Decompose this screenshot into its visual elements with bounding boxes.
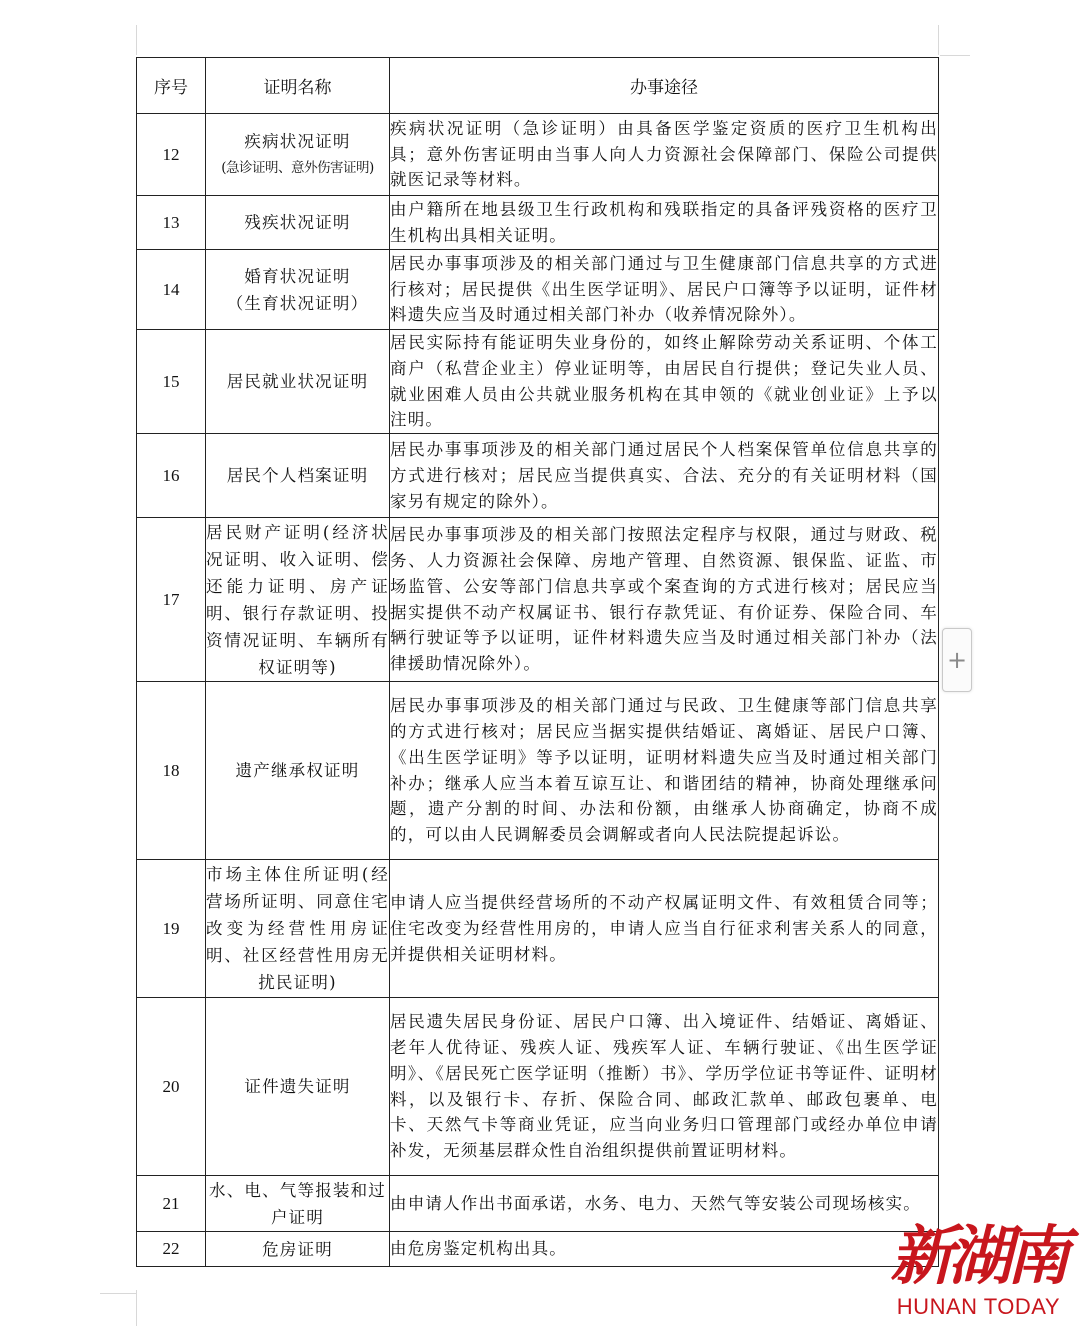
row-path: 由户籍所在地县级卫生行政机构和残联指定的具备评残资格的医疗卫生机构出具相关证明。 <box>390 196 939 250</box>
table-row <box>137 1232 939 1267</box>
row-name-text: 婚育状况证明 <box>244 266 351 286</box>
row-name <box>206 114 390 196</box>
row-path: 居民实际持有能证明失业身份的，如终止解除劳动关系证明、个体工商户（私营企业主）停业证明等，由居民自行提供；登记失业人员、就业困难人员由公共就业服务机构在其申领的《就业创业证》上予以注明。 <box>390 330 939 434</box>
row-name: 居民财产证明(经济状况证明、收入证明、偿还能力证明、房产证明、银行存款证明、投资情况证明、车辆所有权证明等) <box>206 518 390 682</box>
plus-icon: + <box>946 646 968 674</box>
row-seq: 13 <box>137 196 206 250</box>
row-seq: 22 <box>137 1232 206 1267</box>
row-name: 遗产继承权证明 <box>206 682 390 860</box>
logo-english-name: HUNAN TODAY <box>896 1294 1060 1319</box>
row-name: 居民个人档案证明 <box>206 434 390 518</box>
page-corner-mark <box>940 55 970 56</box>
table-row <box>137 114 939 196</box>
table-row <box>137 330 939 434</box>
row-path: 居民办事事项涉及的相关部门通过居民个人档案保管单位信息共享的方式进行核对；居民应当提供真实、合法、充分的有关证明材料（国家另有规定的除外）。 <box>390 434 939 518</box>
table-row <box>137 1176 939 1232</box>
row-name: 危房证明 <box>206 1232 390 1267</box>
row-name: 残疾状况证明 <box>206 196 390 250</box>
row-seq: 21 <box>137 1176 206 1232</box>
row-name <box>206 250 390 330</box>
page-corner-mark <box>100 1293 136 1294</box>
add-row-button[interactable] <box>942 628 972 692</box>
row-path: 疾病状况证明（急诊证明）由具备医学鉴定资质的医疗卫生机构出具；意外伤害证明由当事人向人力资源社会保障部门、保险公司提供就医记录等材料。 <box>390 114 939 196</box>
table-row <box>137 998 939 1176</box>
header-path: 办事途径 <box>390 58 939 114</box>
row-path: 申请人应当提供经营场所的不动产权属证明文件、有效租赁合同等；住宅改变为经营性用房的，申请人应当自行征求利害关系人的同意，并提供相关证明材料。 <box>390 860 939 998</box>
table-row <box>137 434 939 518</box>
table-row <box>137 250 939 330</box>
header-name: 证明名称 <box>206 58 390 114</box>
watermark-logo <box>880 1205 1070 1320</box>
row-name: 居民就业状况证明 <box>206 330 390 434</box>
table-row <box>137 196 939 250</box>
row-seq: 12 <box>137 114 206 196</box>
row-name: 市场主体住所证明(经营场所证明、同意住宅改变为经营性用房证明、社区经营性用房无扰民证明) <box>206 860 390 998</box>
row-path: 居民办事事项涉及的相关部门按照法定程序与权限，通过与财政、税务、人力资源社会保障、房地产管理、自然资源、银保监、证监、市场监管、公安等部门信息共享或个案查询的方式进行核对；居民应当据实提供不动产权属证书、银行存款凭证、有价证券、保险合同、车辆行驶证等予以证明，证件材料遗失应当及时通过相关部门补办（法律援助情况除外）。 <box>390 518 939 682</box>
row-name: 证件遗失证明 <box>206 998 390 1176</box>
page-corner-mark <box>136 25 137 55</box>
row-path: 由危房鉴定机构出具。 <box>390 1232 939 1267</box>
row-seq: 18 <box>137 682 206 860</box>
page-corner-mark <box>938 25 939 55</box>
row-path: 居民遗失居民身份证、居民户口簿、出入境证件、结婚证、离婚证、老年人优待证、残疾人证、残疾军人证、车辆行驶证、《出生医学证明》、《居民死亡医学证明（推断）书》、学历学位证书等证件、证明材料，以及银行卡、存折、保险合同、邮政汇款单、邮政包裹单、电卡、天然气卡等商业凭证，应当向业务归口管理部门或经办单位申请补发，无须基层群众性自治组织提供前置证明材料。 <box>390 998 939 1176</box>
row-seq: 14 <box>137 250 206 330</box>
row-name: 水、电、气等报装和过户证明 <box>206 1176 390 1232</box>
table-row <box>137 682 939 860</box>
row-name-note: (急诊证明、意外伤害证明) <box>221 159 374 176</box>
certificate-table <box>136 57 939 1267</box>
row-path: 由申请人作出书面承诺，水务、电力、天然气等安装公司现场核实。 <box>390 1176 939 1232</box>
row-path: 居民办事事项涉及的相关部门通过与卫生健康部门信息共享的方式进行核对；居民提供《出生医学证明》、居民户口簿等予以证明，证件材料遗失应当及时通过相关部门补办（收养情况除外）。 <box>390 250 939 330</box>
row-name-text: 疾病状况证明 <box>244 131 351 151</box>
row-path: 居民办事事项涉及的相关部门通过与民政、卫生健康等部门信息共享的方式进行核对；居民应当据实提供结婚证、离婚证、居民户口簿、《出生医学证明》等予以证明，证明材料遗失应当及时通过相关部门补办；继承人应当本着互谅互让、和谐团结的精神，协商处理继承问题，遗产分割的时间、办法和份额，由继承人协商确定，协商不成的，可以由人民调解委员会调解或者向人民法院提起诉讼。 <box>390 682 939 860</box>
row-seq: 16 <box>137 434 206 518</box>
header-seq: 序号 <box>137 58 206 114</box>
row-seq: 17 <box>137 518 206 682</box>
table-header-row <box>137 58 939 114</box>
page-corner-mark <box>136 1290 137 1326</box>
row-seq: 20 <box>137 998 206 1176</box>
row-seq: 15 <box>137 330 206 434</box>
row-seq: 19 <box>137 860 206 998</box>
table-row <box>137 860 939 998</box>
table-row <box>137 518 939 682</box>
logo-chinese-name: 新湖南 <box>890 1219 1064 1294</box>
row-name-note: （生育状况证明） <box>226 293 369 313</box>
